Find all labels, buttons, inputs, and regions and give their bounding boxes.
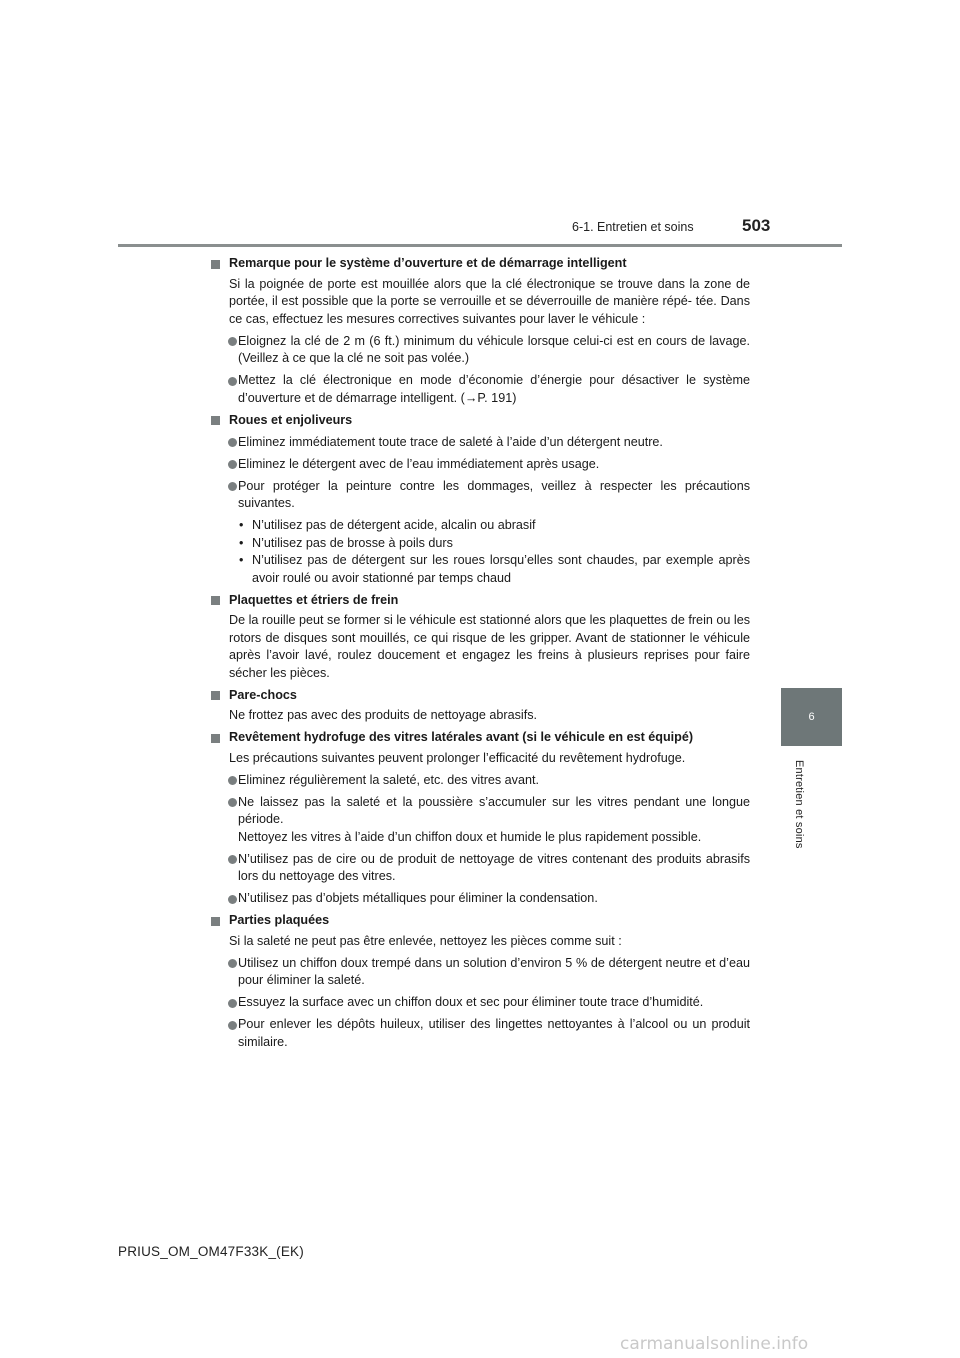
- circle-bullet-icon: [228, 776, 237, 785]
- header-section-title: 6-1. Entretien et soins: [572, 220, 694, 234]
- sub-list-item-text: N’utilisez pas de détergent sur les roues lorsqu’elles sont chaudes, par exemple après avoir roulé ou avoir stationné par temps chaud: [252, 553, 750, 585]
- circle-bullet-icon: [228, 959, 237, 968]
- section-title: [210, 912, 750, 930]
- list-item: [210, 1016, 750, 1051]
- section-title: [210, 687, 750, 705]
- list-item-text: Eliminez le détergent avec de l’eau immédiatement après usage.: [238, 456, 600, 471]
- circle-bullet-icon: [228, 895, 237, 904]
- circle-bullet-icon: [228, 1021, 237, 1030]
- list-item-text: Ne laissez pas la saleté et la poussière s’accumuler sur les vitres pendant une longue période.: [238, 794, 750, 826]
- section-title: [210, 729, 750, 747]
- list-item-text: N’utilisez pas de cire ou de produit de nettoyage de vitres contenant des produits abrasifs lors du nettoyage des vitres.: [238, 851, 750, 883]
- list-item: [210, 333, 750, 368]
- list-item-text: Eliminez régulièrement la saleté, etc. des vitres avant.: [238, 772, 539, 787]
- section-title-text: Revêtement hydrofuge des vitres latérales avant (si le véhicule en est équipé): [229, 730, 694, 744]
- section-wheels: [210, 412, 750, 588]
- circle-bullet-icon: [228, 337, 237, 346]
- square-bullet-icon: [211, 416, 220, 425]
- list-item: [210, 372, 750, 407]
- list-item: [210, 851, 750, 886]
- list-item: [210, 794, 750, 847]
- circle-bullet-icon: [228, 438, 237, 447]
- list-item: [210, 890, 750, 908]
- list-item-text: Essuyez la surface avec un chiffon doux et sec pour éliminer toute trace d’humidité.: [238, 995, 704, 1009]
- page-number: 503: [742, 216, 771, 235]
- list-item: [210, 955, 750, 990]
- dot-marker: •: [239, 518, 244, 532]
- sub-list-item: [238, 517, 750, 535]
- section-smart-entry: [210, 255, 750, 407]
- section-title: [210, 412, 750, 430]
- section-title-text: Parties plaquées: [229, 913, 330, 927]
- dot-marker: •: [239, 535, 244, 550]
- square-bullet-icon: [211, 596, 220, 605]
- section-paragraph: Les précautions suivantes peuvent prolonger l’efficacité du revêtement hydrofuge.: [229, 750, 686, 765]
- page-content: [210, 255, 750, 1056]
- section-paragraph: Si la poignée de porte est mouillée alors que la clé électronique se trouve dans la zone de portée, il est possible que la porte se verrouille et se déverrouille de manière répé- tée. Dans ce cas, effectuez les mesures correctives suivantes pour laver le véhicule :: [229, 276, 750, 326]
- circle-bullet-icon: [228, 460, 237, 469]
- section-paragraph: Si la saleté ne peut pas être enlevée, nettoyez les pièces comme suit :: [229, 933, 622, 948]
- section-water-repellent: [210, 729, 750, 908]
- section-title-text: Pare-chocs: [229, 687, 297, 702]
- sub-list-item: [238, 552, 750, 587]
- list-item-text: Eliminez immédiatement toute trace de saleté à l’aide d’un détergent neutre.: [238, 434, 663, 449]
- chapter-tab: [781, 688, 842, 746]
- sub-list: [210, 517, 750, 587]
- square-bullet-icon: [211, 917, 220, 926]
- sub-list-item-text: N’utilisez pas de détergent acide, alcalin ou abrasif: [252, 518, 536, 532]
- sub-list-item-text: N’utilisez pas de brosse à poils durs: [252, 535, 453, 550]
- section-title-text: Remarque pour le système d’ouverture et de démarrage intelligent: [229, 256, 627, 270]
- circle-bullet-icon: [228, 377, 237, 386]
- section-paragraph: De la rouille peut se former si le véhicule est stationné alors que les plaquettes de frein ou les rotors de disques sont mouillés, ce qui risque de les gripper. Avant de stationner le véhicule après l’avoir lavé, roulez doucement et engagez les freins à plusieurs reprises pour faire sécher les pièces.: [229, 613, 750, 680]
- section-bumpers: [210, 687, 750, 725]
- section-plated-parts: [210, 912, 750, 1051]
- list-item: [210, 456, 750, 474]
- circle-bullet-icon: [228, 999, 237, 1008]
- circle-bullet-icon: [228, 855, 237, 864]
- square-bullet-icon: [211, 260, 220, 269]
- list-item-text: Pour enlever les dépôts huileux, utiliser des lingettes nettoyantes à l’alcool ou un produit similaire.: [238, 1017, 750, 1049]
- list-item-text: N’utilisez pas d’objets métalliques pour éliminer la condensation.: [238, 891, 598, 905]
- list-item: [210, 994, 750, 1012]
- square-bullet-icon: [211, 734, 220, 743]
- list-item-text: Pour protéger la peinture contre les dommages, veillez à respecter les précautions suivantes.: [238, 478, 750, 510]
- circle-bullet-icon: [228, 798, 237, 807]
- section-title: [210, 592, 750, 610]
- chapter-number: 6: [808, 711, 815, 723]
- list-item: [210, 478, 750, 513]
- list-item-text: Mettez la clé électronique en mode d’économie d’énergie pour désactiver le système d’ouverture et de démarrage intelligent. (→P. 191): [238, 373, 750, 405]
- section-paragraph: Ne frottez pas avec des produits de nettoyage abrasifs.: [229, 708, 538, 722]
- list-item-extra-text: Nettoyez les vitres à l’aide d’un chiffon doux et humide le plus rapidement possible.: [238, 829, 702, 844]
- section-title-text: Roues et enjoliveurs: [229, 412, 353, 427]
- document-code-footer: PRIUS_OM_OM47F33K_(EK): [118, 1244, 304, 1259]
- list-item: [210, 772, 750, 790]
- sub-list-item: [238, 535, 750, 553]
- watermark: carmanualsonline.info: [620, 1334, 809, 1354]
- circle-bullet-icon: [228, 482, 237, 491]
- list-item-text: Eloignez la clé de 2 m (6 ft.) minimum du véhicule lorsque celui-ci est en cours de lavage. (Veillez à ce que la clé ne soit pas volée.): [238, 333, 750, 365]
- section-title: [210, 255, 750, 273]
- section-brakes: [210, 592, 750, 683]
- list-item: [210, 434, 750, 452]
- chapter-label: Entretien et soins: [793, 760, 805, 849]
- header-divider: [118, 244, 842, 247]
- section-title-text: Plaquettes et étriers de frein: [229, 592, 399, 607]
- square-bullet-icon: [211, 691, 220, 700]
- list-item-text: Utilisez un chiffon doux trempé dans un solution d’environ 5 % de détergent neutre et d’eau pour éliminer la saleté.: [238, 955, 750, 987]
- dot-marker: •: [239, 553, 244, 567]
